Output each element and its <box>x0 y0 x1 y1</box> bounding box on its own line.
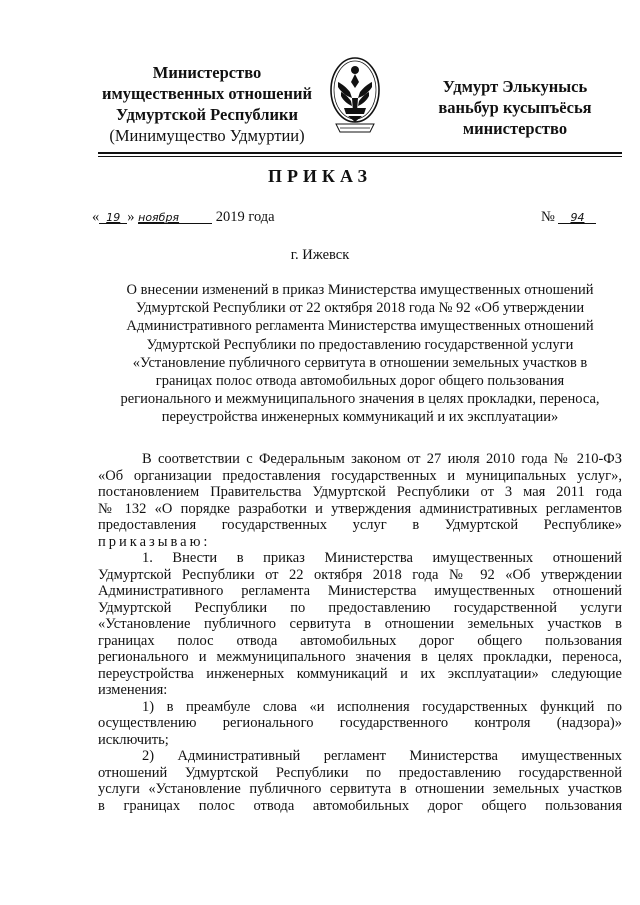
body-line: осуществлению регионального государственного контроля (надзора)» <box>98 715 622 731</box>
body-line: 2) Административный регламент Министерства имущественных <box>142 748 622 764</box>
body-line: 1) в преамбуле слова «и исполнения государственных функций по <box>142 698 622 715</box>
ministry-name-line: Министерство <box>152 63 262 82</box>
body-line: Удмуртской Республики от 22 октября 2018 года № 92 «Об утверждении <box>98 566 622 583</box>
ministry-name-line: ваньбур кусыпъёсья <box>438 98 592 117</box>
order-word: приказываю: <box>98 533 211 550</box>
date-open-quote: « <box>92 209 100 225</box>
body-line: В соответствии с Федеральным законом от 27 июля 2010 года № 210-ФЗ <box>142 451 622 467</box>
subject-line: границах полос отвода автомобильных дорог общего пользования <box>155 373 565 390</box>
header-divider-thin <box>98 156 622 157</box>
ministry-name-line: Удмурт Элькунысь <box>442 77 588 96</box>
number-label: № <box>541 209 555 225</box>
header-divider-thick <box>98 152 622 154</box>
ministry-name-russian <box>84 62 330 146</box>
body-line: 1. Внести в приказ Министерства имущественных отношений <box>142 550 622 566</box>
order-subject <box>98 281 622 427</box>
date-close-quote: » <box>127 209 135 225</box>
body-line: «Об организации предоставления государственных и муниципальных услуг», <box>98 467 622 484</box>
order-date <box>92 209 275 226</box>
document-title: ПРИКАЗ <box>267 166 373 186</box>
body-line: услуги «Установление публичного сервитута в отношении земельных участков <box>98 781 622 797</box>
body-line: Административного регламента Министерства имущественных отношений <box>98 583 622 599</box>
subject-line: О внесении изменений в приказ Министерства имущественных отношений <box>126 282 594 298</box>
date-month-handwritten: ноября <box>138 211 180 224</box>
subject-line: Удмуртской Республики по предоставлению государственной услуги <box>146 336 574 353</box>
subject-line: Удмуртской Республики от 22 октября 2018 года № 92 «Об утверждении <box>135 300 585 317</box>
subject-line: Административного регламента Министерства имущественных отношений <box>126 318 594 335</box>
body-line: постановлением Правительства Удмуртской Республики от 3 мая 2011 года <box>98 484 622 500</box>
ministry-name-line: имущественных отношений <box>101 84 313 103</box>
body-line: границах полос отвода автомобильных дорог общего пользования <box>98 632 622 649</box>
date-day-handwritten: 19 <box>106 211 121 224</box>
body-line: исключить; <box>98 731 169 748</box>
body-line: регионального и межмуниципального значения в целях прокладки, переноса, <box>98 649 622 665</box>
number-field <box>558 209 596 224</box>
body-line: переустройства инженерных коммуникаций и их эксплуатации» следующие <box>98 665 622 682</box>
ministry-name-line: Удмуртской Республики <box>116 105 298 124</box>
date-day-field <box>99 209 127 224</box>
order-body <box>98 451 622 814</box>
body-line: Удмуртской Республики по предоставлению государственной услуги <box>98 599 622 616</box>
ministry-name-line: министерство <box>462 119 568 138</box>
ministry-short-name: (Минимущество Удмуртии) <box>109 126 305 145</box>
city-name: г. Ижевск <box>290 247 350 263</box>
order-number <box>541 209 596 226</box>
subject-line: «Установление публичного сервитута в отношении земельных участков в <box>132 354 588 371</box>
body-line: в границах полос отвода автомобильных дорог общего пользования <box>98 797 622 814</box>
ministry-name-udmurt <box>410 76 620 139</box>
body-line: отношений Удмуртской Республики по предоставлению государственной <box>98 764 622 781</box>
body-line: предоставления государственных услуг в Удмуртской Республике» <box>98 517 622 533</box>
date-month-field <box>138 209 212 224</box>
body-line: «Установление публичного сервитута в отношении земельных участков в <box>98 616 622 632</box>
number-handwritten: 94 <box>570 211 585 224</box>
subject-line: переустройства инженерных коммуникаций и их эксплуатации» <box>161 409 559 426</box>
date-year: 2019 года <box>215 209 275 225</box>
body-line: № 132 «О порядке разработки и утверждения административных регламентов <box>98 500 622 517</box>
coat-of-arms-icon <box>328 54 382 140</box>
subject-line: регионального и межмуниципального значения в целях прокладки, переноса, <box>120 391 600 408</box>
body-line: изменения: <box>98 682 168 698</box>
